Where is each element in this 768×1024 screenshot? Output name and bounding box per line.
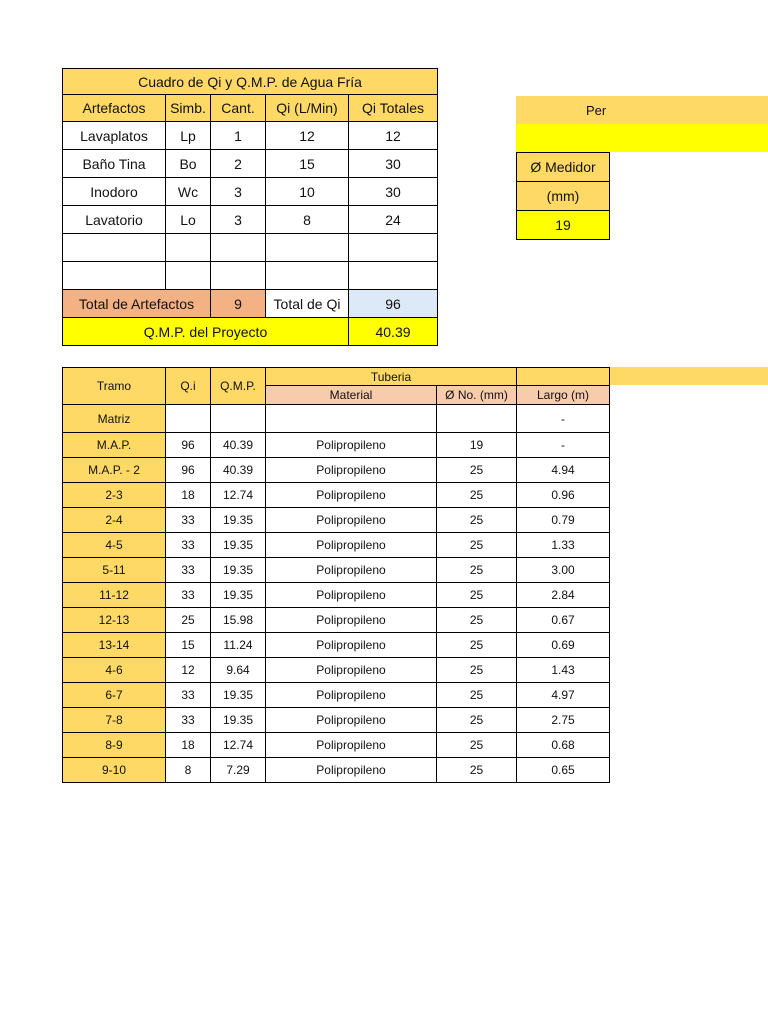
qmp-table-title: Cuadro de Qi y Q.M.P. de Agua Fría [63,69,438,95]
tramo-cell: 0.68 [517,733,610,758]
artefacto-cell [211,262,266,290]
tramo-cell: 25 [437,658,517,683]
tramo-cell: Polipropileno [266,483,437,508]
tramo-cell: Polipropileno [266,683,437,708]
tramo-cell: Polipropileno [266,758,437,783]
artefacto-cell: Lo [166,206,211,234]
tramo-cell [166,405,211,433]
tramo-cell: - [517,405,610,433]
artefacto-cell: 8 [266,206,349,234]
tramo-cell: 4.97 [517,683,610,708]
medidor-table [516,152,610,240]
tramo-cell: 25 [437,533,517,558]
header-artefactos: Artefactos [63,95,166,122]
tramo-cell: Polipropileno [266,533,437,558]
tramo-cell: 7.29 [211,758,266,783]
tramo-cell: 33 [166,683,211,708]
tramo-name-cell: 12-13 [63,608,166,633]
artefacto-cell: Lp [166,122,211,150]
total-qi-label: Total de Qi [266,290,349,318]
tramo-cell: 12 [166,658,211,683]
tramo-cell: 8 [166,758,211,783]
header-largo: Largo (m) [517,386,610,405]
artefacto-cell: 12 [349,122,438,150]
tramo-cell: 1.43 [517,658,610,683]
tramo-cell [266,405,437,433]
tramo-cell: 11.24 [211,633,266,658]
medidor-label: Ø Medidor [517,153,610,182]
header-diametro: Ø No. (mm) [437,386,517,405]
medidor-subtitle-band [516,124,768,152]
tramo-cell: 25 [437,508,517,533]
medidor-unit: (mm) [517,182,610,211]
tramo-cell: 25 [437,683,517,708]
tramo-cell: 0.79 [517,508,610,533]
tramo-cell: 1.33 [517,533,610,558]
header-qi-totales: Qi Totales [349,95,438,122]
tramo-name-cell: 6-7 [63,683,166,708]
tramo-cell: 33 [166,708,211,733]
artefacto-cell: Wc [166,178,211,206]
tramo-cell: 25 [437,458,517,483]
qmp-label: Q.M.P. del Proyecto [63,318,349,346]
tramo-row [63,683,610,708]
tramo-cell: 0.69 [517,633,610,658]
tramo-cell [437,405,517,433]
tramo-cell: 96 [166,458,211,483]
tramo-cell: Polipropileno [266,608,437,633]
artefacto-cell: 15 [266,150,349,178]
tramo-cell: Polipropileno [266,583,437,608]
tramo-cell: 19.35 [211,708,266,733]
tramo-cell: 15 [166,633,211,658]
tramo-cell: Polipropileno [266,708,437,733]
artefacto-cell: Inodoro [63,178,166,206]
tramo-cell: 2.75 [517,708,610,733]
tramo-name-cell: 11-12 [63,583,166,608]
artefacto-cell [211,234,266,262]
tramo-name-cell: 13-14 [63,633,166,658]
tramo-row [63,508,610,533]
header-qi-col: Q.i [166,368,211,405]
tramo-row [63,758,610,783]
tramo-cell: 19.35 [211,533,266,558]
header-tramo: Tramo [63,368,166,405]
tramo-cell: Polipropileno [266,433,437,458]
tramo-name-cell: Matriz [63,405,166,433]
tramo-row [63,558,610,583]
medidor-title-band [516,96,768,124]
artefacto-cell: 2 [211,150,266,178]
tramo-name-cell: 4-6 [63,658,166,683]
tramo-cell: - [517,433,610,458]
tramo-cell: 2.84 [517,583,610,608]
artefacto-cell [266,262,349,290]
tramo-row [63,608,610,633]
artefacto-cell [166,234,211,262]
tramo-row [63,583,610,608]
header-blank [517,368,610,386]
tramo-cell: 15.98 [211,608,266,633]
tramo-row [63,533,610,558]
artefacto-cell: 1 [211,122,266,150]
header-simb: Simb. [166,95,211,122]
tramo-cell: 0.67 [517,608,610,633]
header-qmp-col: Q.M.P. [211,368,266,405]
tramo-cell: 19.35 [211,583,266,608]
artefacto-cell [166,262,211,290]
artefacto-cell [63,262,166,290]
tramo-cell: 25 [437,608,517,633]
artefacto-cell: 30 [349,150,438,178]
tramo-cell: 25 [437,733,517,758]
artefacto-cell: 3 [211,178,266,206]
artefacto-cell [266,234,349,262]
tramo-cell: 33 [166,508,211,533]
header-qi: Qi (L/Min) [266,95,349,122]
tramo-row [63,708,610,733]
tramo-name-cell: 8-9 [63,733,166,758]
total-qi-value: 96 [349,290,438,318]
tramo-cell: 25 [437,583,517,608]
tramo-cell: 33 [166,533,211,558]
artefacto-cell: 10 [266,178,349,206]
tramo-name-cell: 4-5 [63,533,166,558]
artefacto-cell: Lavatorio [63,206,166,234]
tramo-cell: 0.65 [517,758,610,783]
tramo-cell: 18 [166,483,211,508]
tramo-row [63,433,610,458]
tramo-name-cell: 7-8 [63,708,166,733]
tramo-name-cell: M.A.P. - 2 [63,458,166,483]
tramo-cell: 9.64 [211,658,266,683]
tramo-cell: 25 [437,483,517,508]
tramo-row [63,483,610,508]
artefacto-cell: 12 [266,122,349,150]
header-material: Material [266,386,437,405]
tramo-cell: Polipropileno [266,458,437,483]
artefacto-row [63,150,438,178]
tramo-cell: 25 [166,608,211,633]
tramo-row [63,633,610,658]
artefacto-cell: 24 [349,206,438,234]
tramo-row [63,658,610,683]
tramo-cell: Polipropileno [266,508,437,533]
artefacto-cell [63,234,166,262]
tramo-cell: Polipropileno [266,633,437,658]
artefacto-row [63,178,438,206]
artefacto-cell [349,234,438,262]
tramo-cell [211,405,266,433]
tramo-cell: 12.74 [211,483,266,508]
tramo-cell: 25 [437,708,517,733]
tramo-cell: 19.35 [211,558,266,583]
tramo-cell: 96 [166,433,211,458]
tramo-name-cell: 2-4 [63,508,166,533]
tramo-cell: Polipropileno [266,558,437,583]
tramo-cell: 40.39 [211,458,266,483]
header-cant: Cant. [211,95,266,122]
tramo-cell: 25 [437,633,517,658]
artefacto-cell: 3 [211,206,266,234]
tramo-name-cell: 9-10 [63,758,166,783]
artefacto-row [63,234,438,262]
tramo-table [62,367,610,783]
total-artefactos-label: Total de Artefactos [63,290,211,318]
artefacto-cell: Bo [166,150,211,178]
tramo-name-cell: M.A.P. [63,433,166,458]
artefacto-row [63,262,438,290]
total-artefactos-value: 9 [211,290,266,318]
tramo-cell: Polipropileno [266,733,437,758]
tramo-cell: 25 [437,558,517,583]
tramo-cell: 19.35 [211,508,266,533]
artefacto-row [63,122,438,150]
medidor-title: Per [586,103,607,118]
tramo-cell: 19.35 [211,683,266,708]
tramo-cell: 40.39 [211,433,266,458]
tramo-row [63,405,610,433]
tramo-name-cell: 2-3 [63,483,166,508]
artefacto-cell: 30 [349,178,438,206]
tramo-cell: 18 [166,733,211,758]
tramo-row [63,458,610,483]
medidor-value: 19 [517,211,610,240]
artefacto-cell: Lavaplatos [63,122,166,150]
tramo-cell: Polipropileno [266,658,437,683]
tramo-cell: 4.94 [517,458,610,483]
tramo-cell: 0.96 [517,483,610,508]
tramo-row [63,733,610,758]
tramo-cell: 33 [166,583,211,608]
qmp-table [62,68,438,346]
header-tuberia: Tuberia [266,368,517,386]
artefacto-row [63,206,438,234]
tramo-cell: 12.74 [211,733,266,758]
tramo-cell: 33 [166,558,211,583]
tramo-cell: 25 [437,758,517,783]
tramo-cell: 3.00 [517,558,610,583]
qmp-value: 40.39 [349,318,438,346]
tramo-name-cell: 5-11 [63,558,166,583]
artefacto-cell [349,262,438,290]
tuberia-band-extension [608,367,768,385]
artefacto-cell: Baño Tina [63,150,166,178]
tramo-cell: 19 [437,433,517,458]
